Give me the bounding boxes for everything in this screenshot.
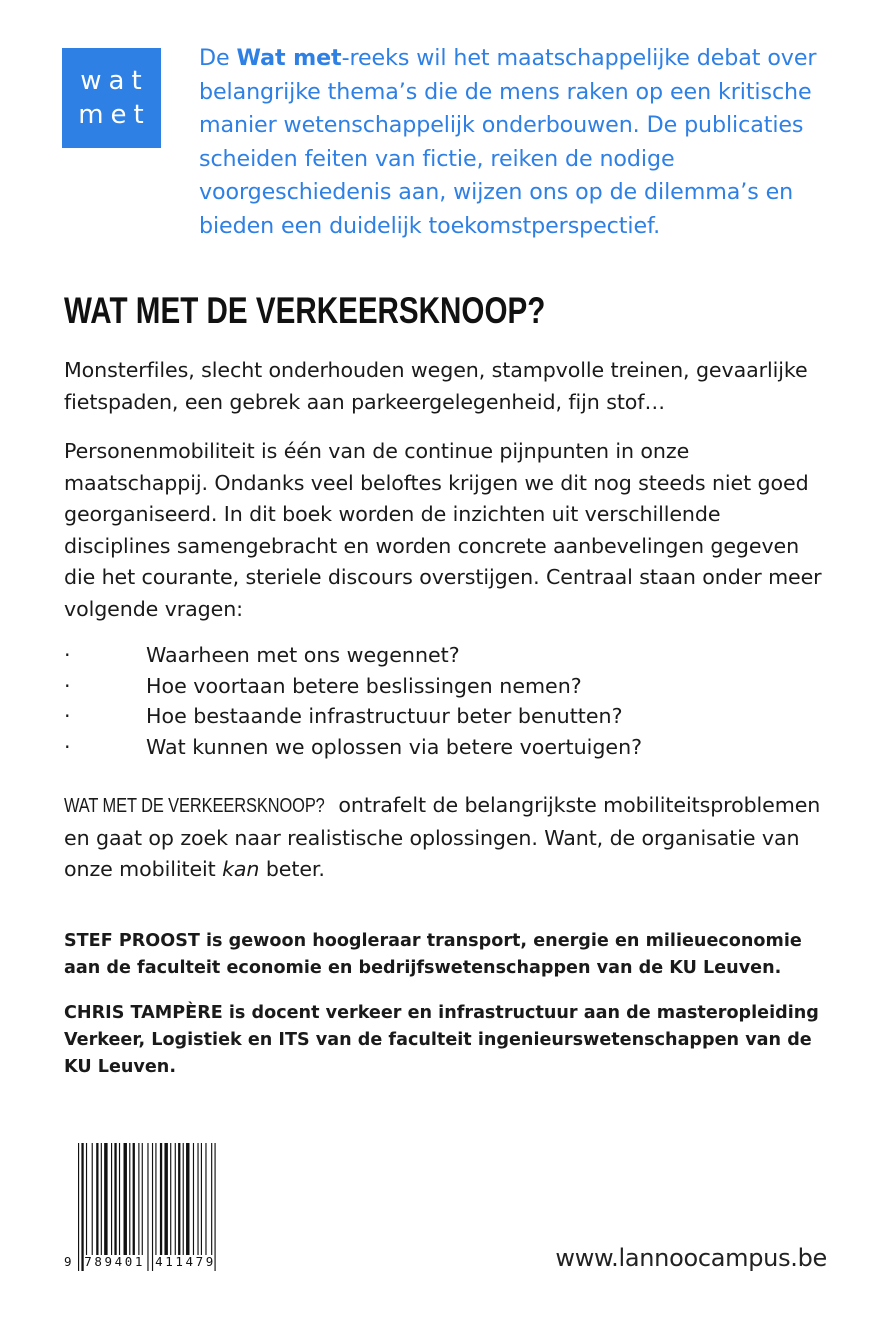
author-bio-proost: STEF PROOST is gewoon hoogleraar transport, energie en milieueconomie aan de faculteit economie en bedrijfswetenschappen van de KU Leuven.	[64, 931, 802, 978]
paragraph-2: Personenmobiliteit is één van de continue pijnpunten in onze maatschappij. Ondanks veel beloftes krijgen we dit nog steeds niet goed georganiseerd. In dit boek worden de inzichten uit verschillende disciplines samengebracht en worden concrete aanbevelingen gegeven die het courante, steriele discours overstijgen. Centraal staan onder meer volgende vragen:	[64, 439, 822, 621]
barcode-bar	[96, 1143, 98, 1255]
barcode-bar	[170, 1143, 171, 1255]
title-reference: WAT MET DE VERKEERSKNOOP?	[64, 795, 325, 817]
intro-prefix: De	[199, 45, 237, 71]
barcode-bar	[147, 1143, 148, 1271]
author-bio-tampere: CHRIS TAMPÈRE is docent verkeer en infrastructuur aan de masteropleiding Verkeer, Logistiek en ITS van de faculteit ingenieurswetenschappen van de KU Leuven.	[64, 1003, 819, 1077]
book-title: WAT MET DE VERKEERSKNOOP?	[64, 290, 546, 331]
barcode-bar	[201, 1143, 202, 1255]
barcode-bar	[193, 1143, 194, 1255]
list-item	[64, 732, 642, 763]
publisher-website: www.lannoocampus.be	[555, 1244, 827, 1272]
barcode-icon	[64, 1143, 244, 1271]
barcode-bar	[142, 1143, 143, 1255]
question-text: Wat kunnen we oplossen via betere voertuigen?	[146, 734, 643, 759]
barcode-bar	[183, 1143, 184, 1255]
barcode-bar	[197, 1143, 198, 1255]
bullet: ·	[64, 673, 71, 698]
list-item	[64, 640, 642, 671]
barcode-bar	[215, 1143, 216, 1271]
bullet: ·	[64, 704, 71, 728]
question-text: Hoe bestaande infrastructuur beter benutten?	[146, 704, 623, 728]
paragraph-1: Monsterfiles, slecht onderhouden wegen, stampvolle treinen, gevaarlijke fietspaden, een gebrek aan parkeergelegenheid, fijn stof…	[64, 358, 808, 414]
barcode-bar	[205, 1143, 206, 1255]
barcode-bar	[119, 1143, 120, 1255]
barcode-bar	[111, 1143, 112, 1255]
barcode-bar	[81, 1143, 83, 1271]
barcode-bar	[160, 1143, 162, 1255]
barcode-bar	[78, 1143, 79, 1271]
barcode-bar	[86, 1143, 87, 1255]
question-text: Hoe voortaan betere beslissingen nemen?	[146, 673, 582, 698]
barcode-bar	[152, 1143, 153, 1271]
isbn-number: 9 789401 411479	[64, 1254, 216, 1269]
paragraph-3-end: beter.	[259, 857, 325, 881]
series-intro	[199, 42, 839, 243]
barcode-bar	[138, 1143, 139, 1255]
paragraph-3-italic: kan	[222, 857, 260, 881]
paragraph-3	[64, 790, 824, 886]
barcode-bar	[186, 1143, 189, 1255]
list-item	[64, 701, 642, 732]
question-text: Waarheen met ons wegennet?	[146, 643, 460, 667]
barcode-bar	[164, 1143, 167, 1255]
barcode-bar	[178, 1143, 180, 1255]
list-item	[64, 671, 642, 702]
barcode-bar	[92, 1143, 93, 1255]
paragraph-3-text: ontrafelt de belangrijkste mobiliteitsproblemen en gaat op zoek naar realistische oplossingen. Want, de organisatie van onze mobiliteit	[64, 793, 821, 881]
logo-line-met: met	[78, 100, 151, 130]
barcode-bar	[129, 1143, 130, 1255]
intro-brand: Wat met	[236, 45, 342, 71]
barcode-bar	[114, 1143, 116, 1255]
barcode-bar	[124, 1143, 127, 1255]
series-logo	[62, 48, 161, 148]
bullet: ·	[64, 643, 71, 667]
barcode-bar	[155, 1143, 156, 1255]
intro-text: -reeks wil het maatschappelijke debat over belangrijke thema’s die de mens raken op een kritische manier wetenschappelijk onderbouwen. De publicaties scheiden feiten van fictie, reiken de nodige voorgeschiedenis aan, wijzen ons op de dilemma’s en bieden een duidelijk toekomstperspectief.	[199, 45, 817, 239]
barcode-bar	[211, 1143, 212, 1255]
question-list	[64, 640, 642, 762]
barcode-bar	[101, 1143, 102, 1255]
bullet: ·	[64, 734, 71, 759]
barcode-bar	[104, 1143, 107, 1255]
logo-line-wat: wat	[80, 66, 149, 96]
barcode-bar	[175, 1143, 176, 1255]
barcode-bar	[133, 1143, 135, 1255]
